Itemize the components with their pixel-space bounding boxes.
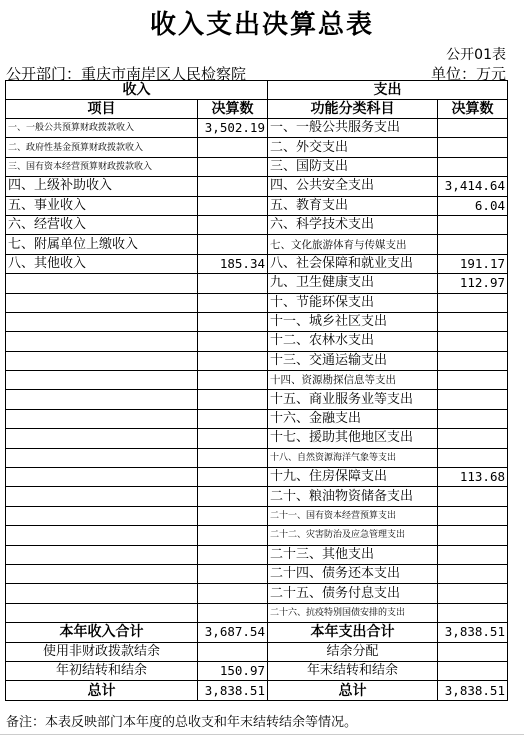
summary-row [6, 681, 508, 700]
summary-income-label: 年初结转和结余 [6, 661, 198, 680]
income-amount [198, 332, 268, 351]
expense-item: 十七、援助其他地区支出 [268, 429, 438, 448]
expense-amount [438, 215, 508, 234]
income-item: 三、国有资本经营预算财政拨款收入 [6, 157, 198, 176]
income-amount: 185.34 [198, 254, 268, 273]
table-row [6, 293, 508, 312]
table-row [6, 351, 508, 370]
table-row [6, 138, 508, 157]
expense-item: 十九、住房保障支出 [268, 468, 438, 487]
header-row-columns [6, 100, 508, 119]
income-item [6, 545, 198, 564]
income-item [6, 564, 198, 583]
income-item [6, 390, 198, 409]
summary-expense-label: 本年支出合计 [268, 623, 438, 642]
table-row [6, 448, 508, 467]
income-item [6, 293, 198, 312]
department-label: 公开部门：重庆市南岸区人民检察院 [6, 65, 247, 83]
expense-amount [438, 526, 508, 545]
summary-expense-amount: 3,838.51 [438, 623, 508, 642]
table-row [6, 177, 508, 196]
unit-label: 单位：万元 [430, 65, 506, 83]
income-item [6, 448, 198, 467]
expense-header: 支出 [268, 81, 508, 100]
form-code: 公开01表 [446, 47, 506, 63]
expense-amount [438, 371, 508, 390]
table-row [6, 603, 508, 622]
summary-income-label: 总计 [6, 681, 198, 700]
summary-income-amount: 3,838.51 [198, 681, 268, 700]
expense-item: 五、教育支出 [268, 196, 438, 215]
expense-item: 二十五、债务付息支出 [268, 584, 438, 603]
expense-item: 八、社会保障和就业支出 [268, 254, 438, 273]
expense-amount [438, 390, 508, 409]
income-item [6, 312, 198, 331]
table-row [6, 584, 508, 603]
income-amount [198, 312, 268, 331]
income-amount [198, 371, 268, 390]
budget-table [5, 80, 508, 701]
expense-amount: 6.04 [438, 196, 508, 215]
income-amount [198, 274, 268, 293]
income-amount [198, 487, 268, 506]
income-amount [198, 448, 268, 467]
income-item [6, 429, 198, 448]
income-item [6, 351, 198, 370]
table-row [6, 235, 508, 254]
item-header: 项目 [6, 100, 198, 119]
table-row [6, 526, 508, 545]
expense-amount [438, 409, 508, 428]
income-item: 六、经营收入 [6, 215, 198, 234]
income-amount: 3,502.19 [198, 119, 268, 138]
expense-item: 十一、城乡社区支出 [268, 312, 438, 331]
expense-amount: 112.97 [438, 274, 508, 293]
expense-item: 九、卫生健康支出 [268, 274, 438, 293]
income-item [6, 274, 198, 293]
income-item: 五、事业收入 [6, 196, 198, 215]
expense-item: 四、公共安全支出 [268, 177, 438, 196]
func-header: 功能分类科目 [268, 100, 438, 119]
summary-row [6, 623, 508, 642]
summary-expense-amount: 3,838.51 [438, 681, 508, 700]
income-item: 四、上级补助收入 [6, 177, 198, 196]
table-row [6, 545, 508, 564]
income-item: 八、其他收入 [6, 254, 198, 273]
table-row [6, 254, 508, 273]
table-row [6, 215, 508, 234]
expense-item: 十、节能环保支出 [268, 293, 438, 312]
expense-item: 二十一、国有资本经营预算支出 [268, 506, 438, 525]
income-amount [198, 429, 268, 448]
income-amount [198, 526, 268, 545]
summary-expense-label: 总计 [268, 681, 438, 700]
income-item [6, 371, 198, 390]
table-row [6, 564, 508, 583]
income-item [6, 332, 198, 351]
expense-amount [438, 235, 508, 254]
amount2-header: 决算数 [438, 100, 508, 119]
income-item: 七、附属单位上缴收入 [6, 235, 198, 254]
expense-amount [438, 293, 508, 312]
expense-amount: 113.68 [438, 468, 508, 487]
expense-amount [438, 312, 508, 331]
summary-income-label: 使用非财政拨款结余 [6, 642, 198, 661]
summary-income-amount: 150.97 [198, 661, 268, 680]
income-item [6, 409, 198, 428]
expense-amount [438, 564, 508, 583]
summary-expense-label: 年末结转和结余 [268, 661, 438, 680]
expense-item: 二十三、其他支出 [268, 545, 438, 564]
expense-amount [438, 138, 508, 157]
expense-amount [438, 332, 508, 351]
table-row [6, 157, 508, 176]
income-amount [198, 545, 268, 564]
income-item [6, 487, 198, 506]
income-item: 一、一般公共预算财政拨款收入 [6, 119, 198, 138]
expense-item: 十二、农林水支出 [268, 332, 438, 351]
expense-item: 二十二、灾害防治及应急管理支出 [268, 526, 438, 545]
expense-amount [438, 448, 508, 467]
income-amount [198, 390, 268, 409]
table-row [6, 390, 508, 409]
table-row [6, 371, 508, 390]
income-amount [198, 564, 268, 583]
income-amount [198, 293, 268, 312]
summary-row [6, 642, 508, 661]
income-amount [198, 603, 268, 622]
table-row [6, 119, 508, 138]
expense-item: 二十四、债务还本支出 [268, 564, 438, 583]
income-amount [198, 409, 268, 428]
page-title: 收入支出决算总表 [149, 10, 374, 40]
income-amount [198, 215, 268, 234]
expense-amount [438, 603, 508, 622]
income-item [6, 603, 198, 622]
table-row [6, 468, 508, 487]
table-row [6, 487, 508, 506]
income-item [6, 468, 198, 487]
expense-amount [438, 429, 508, 448]
income-amount [198, 157, 268, 176]
income-amount [198, 351, 268, 370]
expense-amount [438, 119, 508, 138]
income-amount [198, 177, 268, 196]
income-item [6, 526, 198, 545]
summary-expense-label: 结余分配 [268, 642, 438, 661]
income-header: 收入 [6, 81, 268, 100]
expense-amount [438, 506, 508, 525]
expense-amount [438, 351, 508, 370]
table-row [6, 429, 508, 448]
expense-item: 二、外交支出 [268, 138, 438, 157]
income-item [6, 506, 198, 525]
expense-amount [438, 487, 508, 506]
expense-amount: 191.17 [438, 254, 508, 273]
expense-amount [438, 545, 508, 564]
expense-amount: 3,414.64 [438, 177, 508, 196]
expense-item: 二十六、抗疫特别国债安排的支出 [268, 603, 438, 622]
summary-income-label: 本年收入合计 [6, 623, 198, 642]
expense-item: 三、国防支出 [268, 157, 438, 176]
income-item [6, 584, 198, 603]
income-amount [198, 584, 268, 603]
summary-expense-amount [438, 661, 508, 680]
income-amount [198, 468, 268, 487]
expense-item: 十五、商业服务业等支出 [268, 390, 438, 409]
summary-income-amount: 3,687.54 [198, 623, 268, 642]
income-amount [198, 196, 268, 215]
table-row [6, 332, 508, 351]
amount-header: 决算数 [198, 100, 268, 119]
expense-amount [438, 584, 508, 603]
expense-amount [438, 157, 508, 176]
expense-item: 七、文化旅游体育与传媒支出 [268, 235, 438, 254]
expense-item: 十六、金融支出 [268, 409, 438, 428]
summary-row [6, 661, 508, 680]
expense-item: 十八、自然资源海洋气象等支出 [268, 448, 438, 467]
table-row [6, 312, 508, 331]
expense-item: 二十、粮油物资储备支出 [268, 487, 438, 506]
header-row-section [6, 81, 508, 100]
income-amount [198, 138, 268, 157]
table-row [6, 506, 508, 525]
expense-item: 十四、资源勘探信息等支出 [268, 371, 438, 390]
income-amount [198, 235, 268, 254]
expense-item: 一、一般公共服务支出 [268, 119, 438, 138]
expense-item: 六、科学技术支出 [268, 215, 438, 234]
summary-expense-amount [438, 642, 508, 661]
divider [0, 734, 524, 735]
table-row [6, 196, 508, 215]
table-row [6, 409, 508, 428]
summary-income-amount [198, 642, 268, 661]
income-item: 二、政府性基金预算财政拨款收入 [6, 138, 198, 157]
income-amount [198, 506, 268, 525]
footnote: 备注：本表反映部门本年度的总收支和年末结转结余等情况。 [6, 715, 358, 730]
expense-item: 十三、交通运输支出 [268, 351, 438, 370]
table-row [6, 274, 508, 293]
